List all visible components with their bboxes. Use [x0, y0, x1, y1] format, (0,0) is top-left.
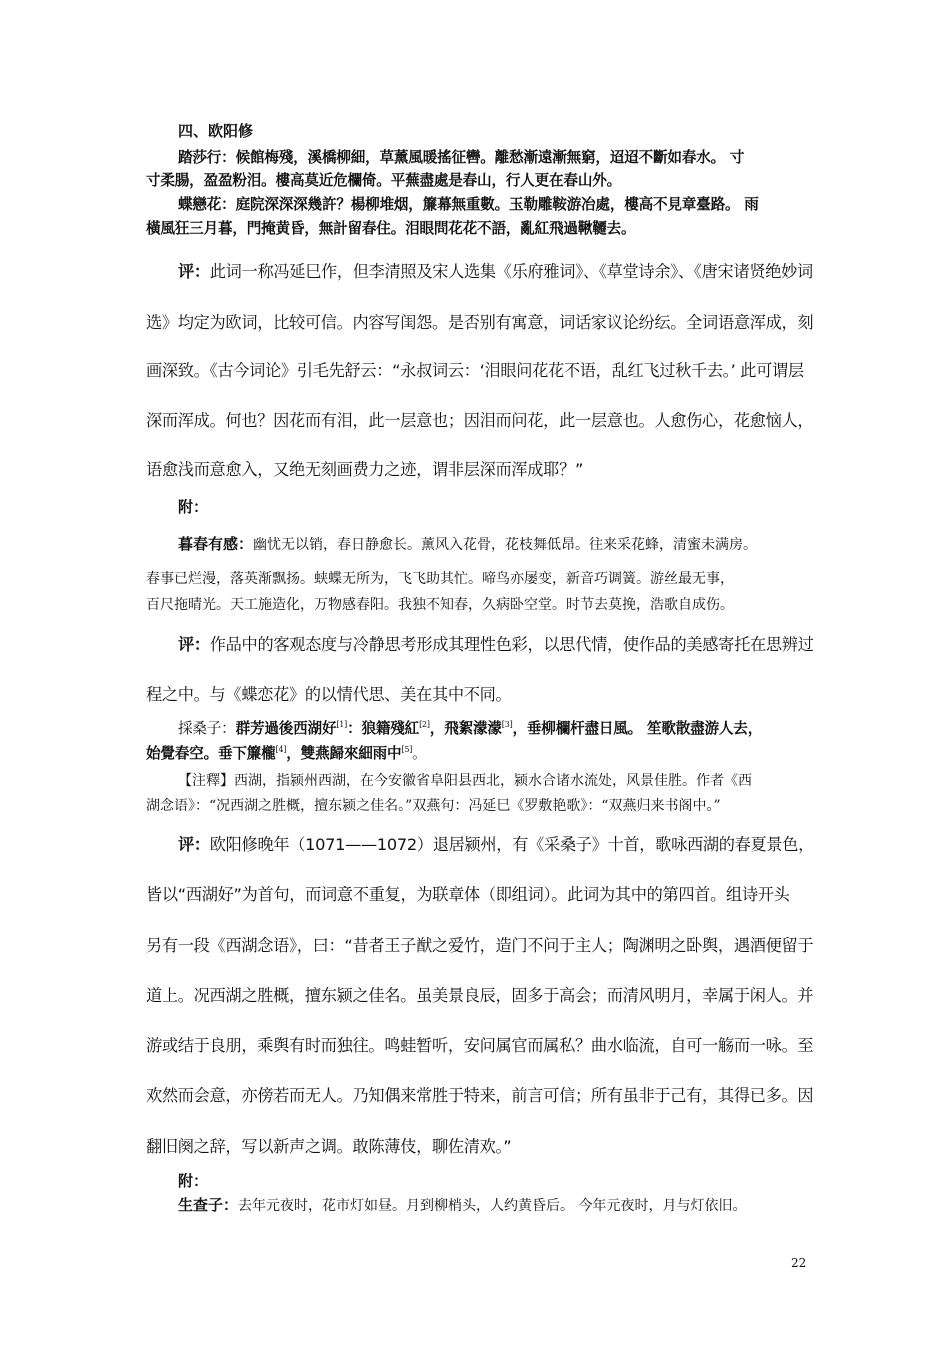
- poem-caisangzi-seg-7: 。: [412, 745, 427, 762]
- comment-2-label: 评：: [178, 635, 210, 654]
- poem-muchun-line-2: 春事已烂漫，落英渐飘扬。蛱蝶无所为，飞飞助其忙。啼鸟亦屡变，新音巧调簧。游丝最无事，: [146, 571, 734, 587]
- poem-caisangzi-seg-1: 群芳過後西湖好: [235, 720, 337, 737]
- poem-caisangzi-seg-3: ，飛絮濛濛: [429, 720, 502, 737]
- notes-line-1: [178, 770, 752, 790]
- poem-tasuo-line-1: [178, 146, 744, 167]
- comment-2-line-2: 程之中。与《蝶恋花》的以情代思、美在其中不同。: [146, 685, 512, 704]
- footnote-ref-3: [3]: [501, 720, 513, 730]
- poem-caisangzi-label: 採桑子：: [178, 720, 236, 737]
- appendix-label-1: 附：: [178, 498, 209, 516]
- comment-3-line-5: 游或结于良朋，乘舆有时而独往。鸣蛙暂听，安问属官而属私？曲水临流，自可一觞而一咏。至: [146, 1036, 814, 1055]
- comment-3-line-1: [178, 831, 814, 855]
- poem-muchun-label: 暮春有感：: [178, 535, 254, 553]
- comment-1-line-1: [178, 258, 813, 282]
- comment-2-text-1: 作品中的客观态度与冷静思考形成其理性色彩，以思代情，使作品的美感寄托在思辨过: [209, 635, 814, 654]
- comment-3-line-6: 欢然而会意，亦傍若而无人。乃知偶来常胜于特来，前言可信；所有虽非于己有，其得已多。因: [146, 1086, 814, 1105]
- poem-shengchazi-text-1: 去年元夜时，花市灯如昼。月到柳梢头，人约黄昏后。 今年元夜时，月与灯依旧。: [238, 1198, 747, 1214]
- comment-3-line-7: 翻旧阕之辞，写以新声之调。敢陈薄伎，聊佐清欢。”: [146, 1137, 512, 1156]
- comment-1-text-1: 此词一称冯延巳作，但李清照及宋人选集《乐府雅词》、《草堂诗余》、《唐宋诸贤绝妙词: [209, 262, 813, 281]
- comment-1-line-3: 画深致。《古今词论》引毛先舒云：“永叔词云：‘泪眼问花花不语，乱红飞过秋千去。’ 此可谓层: [146, 361, 804, 380]
- comment-1-line-2: 选》均定为欧词，比较可信。内容写闺怨。是否别有寓意，词话家议论纷纭。全词语意浑成，刻: [146, 313, 814, 332]
- poem-muchun-line-1: [178, 533, 757, 554]
- notes-label: 【注釋】: [178, 773, 234, 789]
- appendix-label-2: 附：: [178, 1172, 209, 1190]
- poem-muchun-line-3: 百尺拖晴光。天工施造化，万物感春阳。我独不知春，久病卧空堂。时节去莫挽，浩歌自成伤。: [146, 597, 734, 613]
- footnote-ref-2: [2]: [419, 720, 430, 730]
- notes-text-1: 西湖，指颍州西湖，在今安徽省阜阳县西北，颍水合诸水流处，风景佳胜。作者《西: [234, 773, 752, 789]
- poem-caisangzi-seg-6: ，雙燕歸來細雨中: [286, 745, 402, 762]
- comment-3-line-3: 另有一段《西湖念语》，曰：“昔者王子猷之爱竹，造门不问于主人；陶渊明之卧舆，遇酒便留于: [146, 936, 814, 955]
- comment-3-line-2: 皆以“西湖好”为首句，而词意不重复，为联章体（即组词）。此词为其中的第四首。组诗开头: [146, 885, 790, 904]
- comment-2-line-1: [178, 631, 814, 655]
- comment-3-text-1: 欧阳修晚年（1071——1072）退居颍州，有《采桑子》十首，歌咏西湖的春夏景色，: [209, 835, 815, 854]
- footnote-ref-1: [1]: [336, 720, 348, 730]
- poem-shengchazi-label: 生查子：: [178, 1196, 239, 1214]
- comment-1-label: 评：: [178, 262, 210, 281]
- poem-caisangzi-seg-4: ，垂柳欄杆盡日風。 笙歌散盡游人去，: [512, 720, 763, 737]
- comment-3-label: 评：: [178, 835, 210, 854]
- poem-tasuo-text-1: 候館梅殘，溪橋柳細，草薰風暖搖征轡。離愁漸遠漸無窮，迢迢不斷如春水。 寸: [235, 149, 745, 166]
- poem-tasuo-label: 踏莎行：: [178, 149, 236, 166]
- comment-1-line-5: 语愈浅而意愈入，又绝无刻画费力之迹，谓非层深而浑成耶？”: [146, 460, 584, 479]
- poem-dielianhua-line-2: 橫風狂三月暮，門掩黄昏，無計留春住。泪眼問花花不語，亂紅飛過鞦韆去。: [146, 220, 636, 237]
- footnote-ref-4: [4]: [275, 745, 287, 755]
- poem-tasuo-line-2: 寸柔腸，盈盈粉泪。樓高莫近危欄倚。平蕪盡處是春山，行人更在春山外。: [146, 172, 621, 189]
- poem-dielianhua-text-1: 庭院深深深幾許？楊柳堆烟，簾幕無重數。玉勒雕鞍游冶處，樓高不見章臺路。 雨: [235, 196, 759, 213]
- poem-caisangzi-line-2: [146, 742, 427, 763]
- poem-dielianhua-line-1: [178, 193, 759, 214]
- footnote-ref-5: [5]: [401, 745, 413, 755]
- poem-caisangzi-line-1: [178, 717, 762, 738]
- comment-1-line-4: 深而浑成。何也？因花而有泪，此一层意也；因泪而问花，此一层意也。人愈伤心，花愈恼人，: [146, 411, 814, 430]
- notes-line-2: 湖念语》：“况西湖之胜概，擅东颍之佳名。”双燕句：冯延巳《罗敷艳歌》：“双燕归来书阁中。”: [146, 798, 721, 814]
- poem-shengchazi-line-1: [178, 1194, 746, 1215]
- section-title: 四、欧阳修: [178, 122, 254, 140]
- poem-caisangzi-seg-2: ：狼籍殘紅: [347, 720, 420, 737]
- poem-muchun-text-1: 幽忧无以销，春日静愈长。薰风入花骨，花枝舞低昂。往来采花蜂，清蜜未满房。: [253, 537, 758, 553]
- poem-dielianhua-label: 蝶戀花：: [178, 196, 236, 213]
- comment-3-line-4: 道上。况西湖之胜概，擅东颍之佳名。虽美景良辰，固多于高会；而清风明月，幸属于闲人。并: [146, 986, 814, 1005]
- page-number: 22: [791, 1256, 807, 1270]
- poem-caisangzi-seg-5: 始覺春空。垂下簾櫳: [146, 745, 276, 762]
